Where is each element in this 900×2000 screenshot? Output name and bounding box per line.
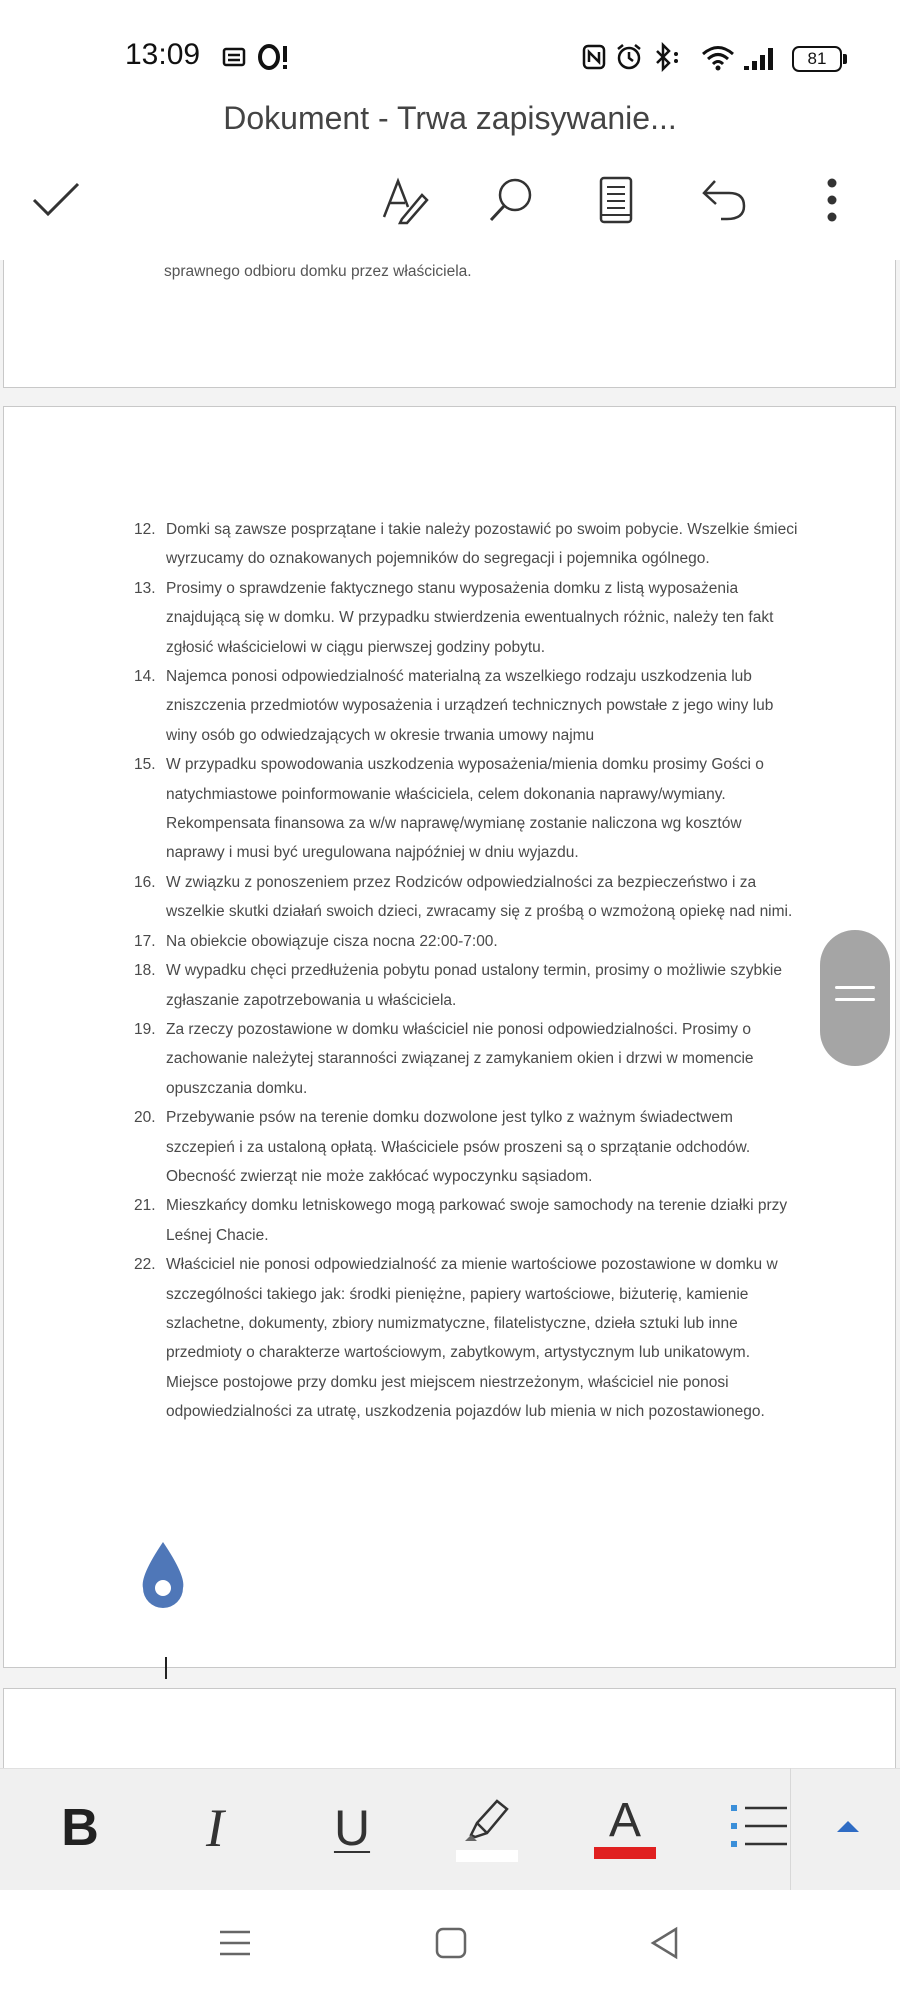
done-button[interactable] — [26, 170, 86, 234]
list-item: 21. Mieszkańcy domku letniskowego mogą parkować swoje samochody na terenie działki przy Leśnej Chacie. — [134, 1197, 788, 1244]
search-icon — [486, 175, 536, 230]
list-item: 14. Najemca ponosi odpowiedzialność materialną za wszelkiego rodzaju uszkodzenia lub zniszczenia przedmiotów wyposażenia i urządzeń technicznych powstałe z jego winy lub winy osób go odwiedzających w okresie trwania umowy najmu — [134, 668, 774, 744]
document-page-next[interactable] — [3, 1688, 896, 1768]
font-color-swatch — [594, 1847, 656, 1859]
document-page-previous[interactable] — [3, 260, 896, 388]
mobile-view-icon — [598, 175, 634, 230]
list-item: 20. Przebywanie psów na terenie domku dozwolone jest tylko z ważnym świadectwem szczepień i za ustaloną opłatą. Właściciele psów proszeni są o sprzątanie odchodów. Obecność zwierząt nie może zakłócać wypoczynku sąsiadom. — [134, 1109, 751, 1185]
list-item: 12. Domki są zawsze posprzątane i takie należy pozostawić po swoim pobycie. Wszelkie śmieci wyrzucamy do oznakowanych pojemników do segregacji i pojemnika ogólnego. — [134, 521, 798, 568]
bold-button[interactable]: B — [61, 1799, 99, 1857]
toolbar-divider — [790, 1768, 791, 1890]
nfc-icon — [582, 44, 606, 75]
nav-back-button[interactable] — [648, 1926, 682, 1965]
text-cursor — [165, 1657, 167, 1679]
nav-recents-button[interactable] — [218, 1926, 252, 1965]
italic-button[interactable]: I — [206, 1798, 224, 1858]
back-triangle-icon — [648, 1947, 682, 1964]
list-item: 18. W wypadku chęci przedłużenia pobytu ponad ustalony termin, prosimy o możliwie szybkie zgłaszanie zapotrzebowania u właściciela. — [134, 962, 782, 1009]
edit-format-button[interactable] — [375, 170, 435, 234]
menu-lines-icon — [218, 1947, 252, 1964]
more-vertical-icon — [826, 178, 838, 227]
text-pen-icon — [380, 175, 430, 230]
caret-up-icon — [835, 1818, 861, 1839]
list-item: 13. Prosimy o sprawdzenie faktycznego stanu wyposażenia domku z listą wyposażenia znajdującą się w domku. W przypadku stwierdzenia ewentualnych różnic, należy ten fakt zgłosić właścicielowi w ciągu pierwszej godziny pobytu. — [134, 579, 774, 656]
status-bar — [0, 0, 900, 100]
mobile-view-button[interactable] — [586, 170, 646, 234]
search-button[interactable] — [481, 170, 541, 234]
notification-message-icon — [222, 46, 248, 73]
app-notification-icon — [256, 42, 292, 77]
wifi-icon — [700, 44, 736, 77]
bluetooth-icon — [652, 42, 684, 77]
bullet-list-icon — [729, 1801, 789, 1856]
list-item: 19. Za rzeczy pozostawione w domku właściciel nie ponosi odpowiedzialności. Prosimy o zachowanie należytej staranności związanej z zamykaniem okien i drzwi w momencie opuszczania domku. — [134, 1020, 754, 1097]
top-toolbar — [0, 160, 900, 260]
undo-button[interactable] — [694, 170, 754, 234]
battery-indicator: 81 — [792, 46, 842, 72]
list-item: 17. Na obiekcie obowiązuje cisza nocna 22:00-7:00. — [134, 932, 498, 950]
home-square-icon — [434, 1947, 468, 1964]
highlight-color-swatch — [456, 1850, 518, 1862]
list-item: 22. Właściciel nie ponosi odpowiedzialność za mienie wartościowe pozostawione w domku w szczególności takiego jak: środki pieniężne, papiery wartościowe, biżuterię, kamienie szlachetne, dokumenty, zbiory numizmatyczne, filatelistyczne, dzieła sztuki lub inne przedmioty o charakterze wartościowym, zabytkowym, artystycznym lub unikatowym. Miejsce postojowe przy domku jest miejscem niestrzeżonym, właściciel nie ponosi odpowiedzialności za utratę, uszkodzenia pojazdów lub mienia w nich pozostawionego. — [134, 1256, 778, 1421]
alarm-icon — [614, 42, 644, 77]
previous-page-text: sprawnego odbioru domku przez właściciela. — [164, 263, 472, 280]
list-item: 16. W związku z ponoszeniem przez Rodziców odpowiedzialności za bezpieczeństwo i za wszelkie skutki działań swoich dzieci, zwracamy się z prośbą o wzmożoną opiekę nad nimi. — [134, 873, 793, 921]
bullet-list-button[interactable] — [728, 1788, 790, 1868]
document-canvas[interactable] — [0, 260, 900, 1768]
list-item: 15. W przypadku spowodowania uszkodzenia wyposażenia/mienia domku prosimy Gości o natychmiastowe poinformowanie właściciela, celem dokonania naprawy/wymiany. Rekompensata finansowa za w/w naprawę/wymianę zostanie naliczona wg kosztów naprawy i musi być uregulowana najpóźniej w dniu wyjazdu. — [134, 756, 764, 862]
nav-home-button[interactable] — [434, 1926, 468, 1965]
status-time: 13:09 — [125, 38, 201, 71]
highlight-button[interactable] — [455, 1788, 519, 1868]
checkmark-icon — [30, 180, 82, 225]
underline-button[interactable]: U — [333, 1800, 371, 1856]
expand-toolbar-button[interactable] — [818, 1788, 878, 1868]
highlighter-icon — [461, 1795, 513, 1848]
document-title: Dokument - Trwa zapisywanie... — [223, 100, 677, 136]
document-page-current[interactable] — [3, 406, 896, 1668]
signal-icon — [742, 46, 778, 77]
rules-list — [134, 515, 799, 1427]
font-color-button[interactable]: A — [592, 1788, 658, 1868]
scroll-handle[interactable] — [820, 930, 890, 1066]
more-options-button[interactable] — [802, 170, 862, 234]
undo-icon — [699, 177, 749, 228]
cursor-drag-handle[interactable] — [138, 1540, 188, 1610]
